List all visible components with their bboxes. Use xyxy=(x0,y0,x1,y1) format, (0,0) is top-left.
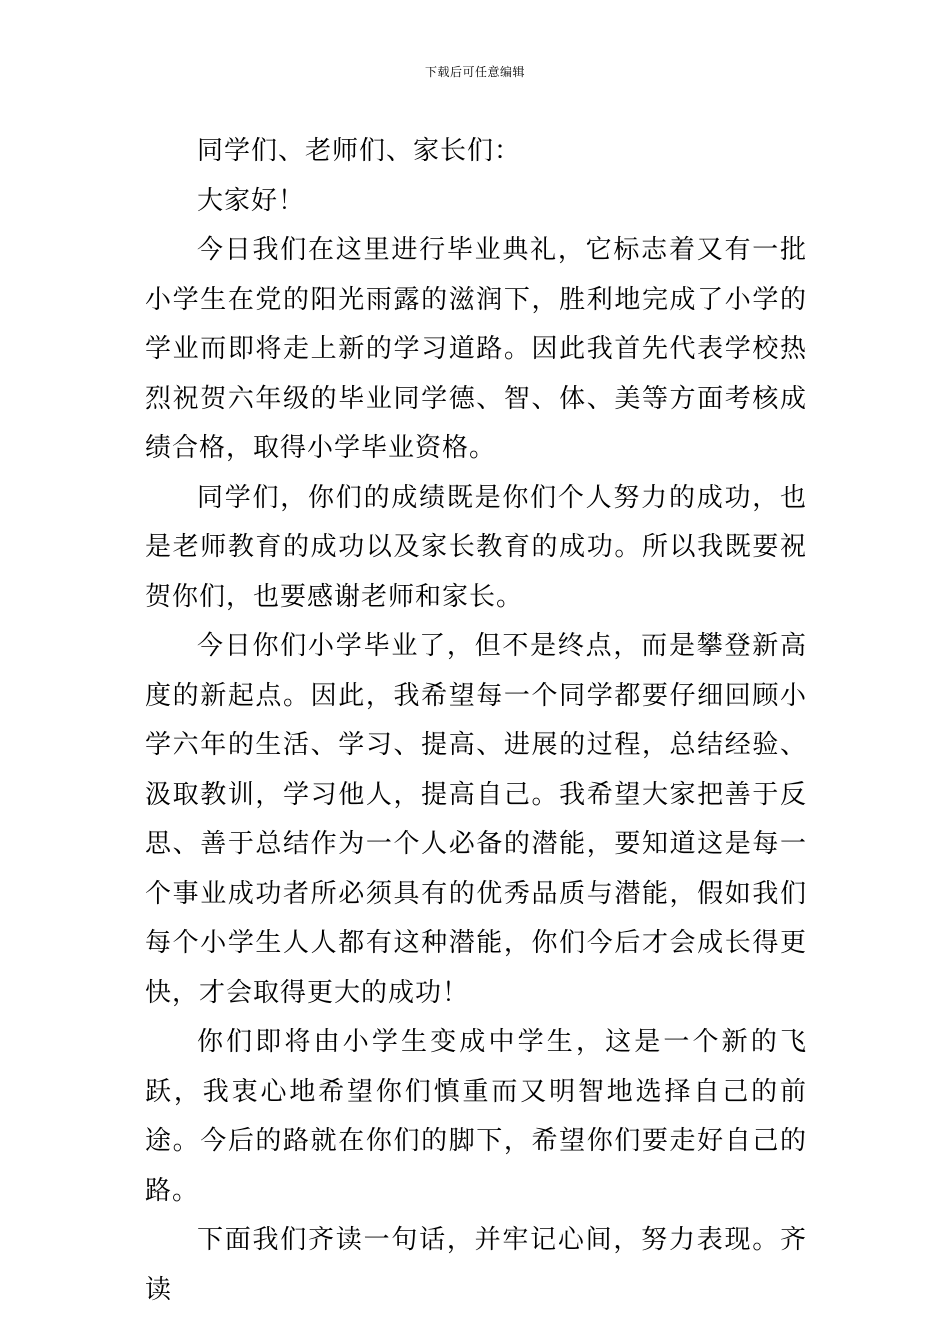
paragraph-recite: 下面我们齐读一句话，并牢记心间，努力表现。齐读 xyxy=(145,1225,807,1305)
page-header-note: 下载后可任意编辑 xyxy=(424,65,525,79)
paragraph-new-start: 今日你们小学毕业了，但不是终点，而是攀登新高度的新起点。因此，我希望每一个同学都要仔细回顾小学六年的生活、学习、提高、进展的过程，总结经验、汲取教训，学习他人，提高自己。我希望大家把善于反思、善于总结作为一个人必备的潜能，要知道这是每一个事业成功者所必须具有的优秀品质与潜能，假如我们每个小学生人人都有这种潜能，你们今后才会成长得更快，才会取得更大的成功！ xyxy=(145,631,807,1008)
greeting: 大家好！ xyxy=(197,185,306,216)
paragraph-future: 你们即将由小学生变成中学生，这是一个新的飞跃，我衷心地希望你们慎重而又明智地选择自己的前途。今后的路就在你们的脚下，希望你们要走好自己的路。 xyxy=(145,1027,807,1206)
salutation: 同学们、老师们、家长们： xyxy=(197,136,522,166)
paragraph-ceremony: 今日我们在这里进行毕业典礼，它标志着又有一批小学生在党的阳光雨露的滋润下，胜利地完成了小学的学业而即将走上新的学习道路。因此我首先代表学校热烈祝贺六年级的毕业同学德、智、体、美等方面考核成绩合格，取得小学毕业资格。 xyxy=(145,235,807,463)
paragraph-congratulations: 同学们，你们的成绩既是你们个人努力的成功，也是老师教育的成功以及家长教育的成功。所以我既要祝贺你们，也要感谢老师和家长。 xyxy=(145,482,807,612)
document-body xyxy=(145,127,807,1315)
